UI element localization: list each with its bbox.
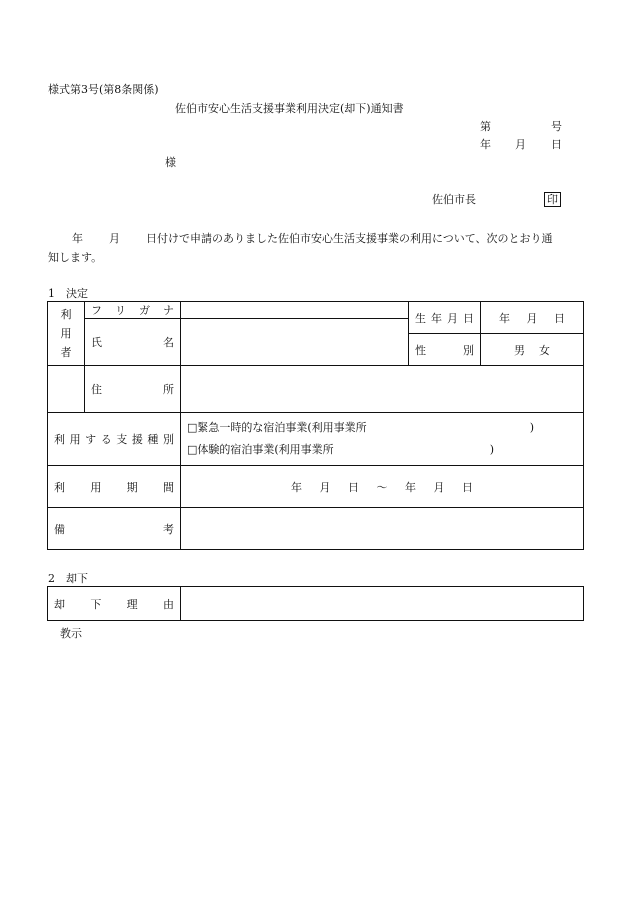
option-trial-close: ) — [489, 443, 494, 456]
decision-table — [47, 301, 584, 550]
furigana-label: フ リ ガ ナ — [85, 302, 181, 319]
section-1-heading: 1 決定 — [48, 287, 88, 300]
reason-field[interactable] — [181, 587, 584, 621]
section-2-heading: 2 却下 — [48, 572, 88, 585]
option-emergency-close: ) — [529, 421, 534, 434]
recipient-suffix: 様 — [165, 156, 176, 169]
user-label: 利 用 者 — [48, 302, 85, 366]
reason-label: 却 下 理 由 — [48, 587, 181, 621]
option-emergency-text: □緊急一時的な宿泊事業(利用事業所 — [187, 421, 367, 434]
furigana-field[interactable] — [181, 302, 409, 319]
date-month: 月 — [515, 138, 526, 151]
address-field[interactable] — [181, 366, 584, 413]
doc-number-suffix: 号 — [551, 120, 562, 133]
date-day: 日 — [551, 138, 562, 151]
body-month: 月 — [109, 232, 120, 245]
birthdate-field[interactable]: 年 月 日 — [481, 302, 584, 334]
doc-number-prefix: 第 — [480, 120, 491, 133]
user-label-cont — [48, 366, 85, 413]
birthdate-label: 生 年 月 日 — [409, 302, 481, 334]
body-line-1 — [48, 233, 588, 244]
support-type-options — [181, 413, 584, 466]
address-label: 住 所 — [85, 366, 181, 413]
name-field[interactable] — [181, 319, 409, 366]
option-trial[interactable] — [187, 439, 577, 461]
remarks-field[interactable] — [181, 508, 584, 550]
name-label: 氏 名 — [85, 319, 181, 366]
form-number: 様式第3号(第8条関係) — [48, 83, 159, 96]
seal-mark: 印 — [544, 192, 561, 207]
option-emergency[interactable] — [187, 417, 577, 439]
body-line-2: 知します。 — [48, 251, 103, 264]
gender-field[interactable]: 男 女 — [481, 334, 584, 366]
period-label: 利 用 期 間 — [48, 466, 181, 508]
instruction-label: 教示 — [60, 627, 82, 640]
issuer-name: 佐伯市長 — [432, 193, 476, 206]
rejection-table — [47, 586, 584, 621]
body-year: 年 — [72, 232, 83, 245]
support-type-label: 利 用 す る 支 援 種 別 — [48, 413, 181, 466]
option-trial-text: □体験的宿泊事業(利用事業所 — [187, 443, 334, 456]
gender-label: 性 別 — [409, 334, 481, 366]
period-field[interactable]: 年 月 日 〜 年 月 日 — [181, 466, 584, 508]
body-line-1-text: 日付けで申請のありました佐伯市安心生活支援事業の利用について、次のとおり通 — [146, 232, 553, 245]
document-title: 佐伯市安心生活支援事業利用決定(却下)通知書 — [175, 102, 404, 115]
date-year: 年 — [480, 138, 491, 151]
remarks-label: 備 考 — [48, 508, 181, 550]
